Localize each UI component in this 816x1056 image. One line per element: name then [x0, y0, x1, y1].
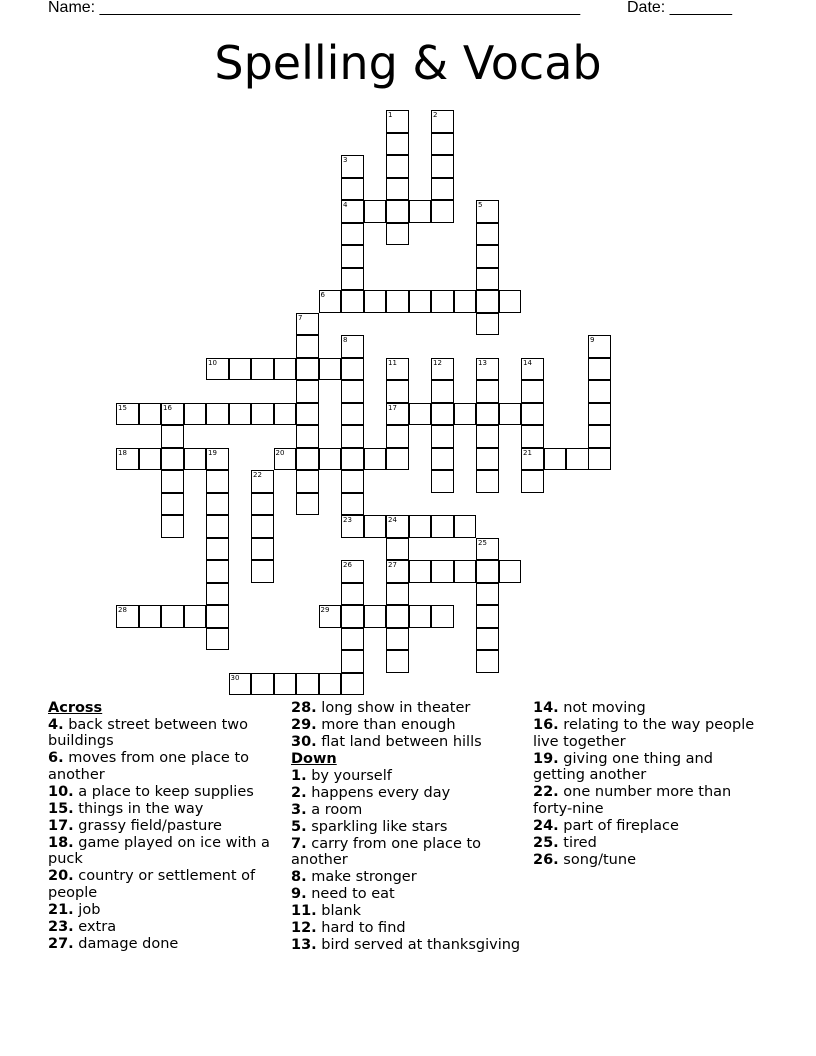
grid-cell[interactable]: [364, 200, 387, 223]
clue-item-number: 21.: [48, 901, 74, 918]
grid-cell[interactable]: [116, 403, 139, 426]
grid-cell[interactable]: [341, 290, 364, 313]
clue-item: [291, 920, 527, 937]
clue-number: 29: [320, 606, 330, 614]
grid-cell[interactable]: [341, 178, 364, 201]
grid-cell[interactable]: [274, 448, 297, 471]
down-heading: Down: [291, 751, 337, 767]
grid-cell[interactable]: [161, 470, 184, 493]
clue-number: 26: [343, 561, 352, 569]
clue-number: 18: [118, 448, 127, 457]
clue-number: 24: [388, 516, 397, 524]
clue-item-text: carry from one place to another: [291, 835, 482, 868]
clue-item: [533, 835, 769, 852]
grid-cell[interactable]: [386, 583, 409, 606]
grid-cell[interactable]: [341, 245, 364, 268]
clue-item: [48, 717, 284, 750]
clue-item-number: 6.: [48, 750, 64, 766]
clue-item: [48, 936, 284, 953]
grid-cell[interactable]: [139, 448, 162, 471]
clue-item: [533, 818, 769, 835]
grid-cell[interactable]: [206, 560, 229, 583]
clue-number: 4: [343, 201, 348, 209]
clue-number: 5: [478, 201, 483, 209]
clue-item: [48, 835, 284, 868]
grid-cell[interactable]: [319, 358, 342, 381]
grid-cell[interactable]: [409, 605, 432, 628]
grid-cell[interactable]: [341, 380, 364, 403]
grid-cell[interactable]: [296, 673, 319, 696]
clue-item: [291, 700, 527, 717]
grid-cell[interactable]: [588, 335, 611, 358]
grid-cell[interactable]: [431, 290, 454, 313]
clue-item-text: extra: [73, 918, 117, 935]
grid-cell[interactable]: [161, 493, 184, 516]
grid-cell[interactable]: [206, 515, 229, 538]
grid-cell[interactable]: [296, 403, 319, 426]
grid-cell[interactable]: [476, 628, 499, 651]
grid-cell[interactable]: [476, 358, 499, 381]
grid-cell[interactable]: [476, 605, 499, 628]
clue-item-text: bird served at thanksgiving: [316, 937, 521, 953]
grid-cell[interactable]: [409, 200, 432, 223]
clue-number: 10: [208, 358, 217, 367]
clue-item-number: 19.: [533, 750, 559, 767]
grid-cell[interactable]: [521, 358, 544, 381]
grid-cell[interactable]: [296, 470, 319, 493]
clue-number: 27: [388, 561, 397, 569]
clue-item-text: giving one thing and getting another: [533, 750, 713, 783]
clue-number: 11: [388, 358, 397, 367]
clue-item-number: 3.: [291, 801, 307, 818]
grid-cell[interactable]: [386, 560, 409, 583]
clue-number: 30: [230, 673, 240, 682]
grid-cell[interactable]: [454, 560, 477, 583]
clue-item-text: song/tune: [558, 851, 636, 868]
clue-item-number: 23.: [48, 918, 74, 935]
grid-cell[interactable]: [116, 605, 139, 628]
clue-item-text: long show in theater: [316, 700, 471, 716]
grid-cell[interactable]: [386, 515, 409, 538]
clue-item-number: 24.: [533, 817, 559, 834]
clue-item-text: moves from one place to another: [48, 750, 250, 783]
clue-item-number: 11.: [291, 903, 317, 919]
clue-item-number: 8.: [291, 869, 307, 885]
clue-item-number: 17.: [48, 817, 74, 834]
grid-cell[interactable]: [454, 515, 477, 538]
clue-item: [533, 717, 769, 750]
grid-cell[interactable]: [544, 448, 567, 471]
clue-item-text: tired: [558, 834, 597, 851]
clues-column-1: [48, 700, 284, 953]
grid-cell[interactable]: [431, 178, 454, 201]
grid-cell[interactable]: [139, 605, 162, 628]
grid-cell[interactable]: [251, 493, 274, 516]
clue-item: [291, 836, 527, 869]
grid-cell[interactable]: [476, 223, 499, 246]
grid-cell[interactable]: [161, 425, 184, 448]
clue-item-text: a room: [306, 801, 363, 818]
grid-cell[interactable]: [319, 290, 342, 313]
grid-cell[interactable]: [409, 560, 432, 583]
clue-number: 6: [320, 291, 325, 299]
grid-cell[interactable]: [251, 538, 274, 561]
grid-cell[interactable]: [296, 448, 319, 471]
grid-cell[interactable]: [296, 493, 319, 516]
clue-item-text: things in the way: [73, 800, 204, 817]
clue-item-text: make stronger: [306, 869, 417, 885]
grid-cell[interactable]: [431, 425, 454, 448]
name-field-label[interactable]: Name: ______________________________________________________: [48, 0, 581, 16]
grid-cell[interactable]: [386, 155, 409, 178]
clues-column-3: [533, 700, 769, 869]
down-clue-list: [291, 768, 527, 954]
clue-item-number: 26.: [533, 851, 559, 868]
clue-item-text: hard to find: [316, 920, 406, 936]
clue-item-number: 15.: [48, 800, 74, 817]
grid-cell[interactable]: [386, 628, 409, 651]
grid-cell[interactable]: [296, 313, 319, 336]
grid-cell[interactable]: [431, 470, 454, 493]
grid-cell[interactable]: [476, 560, 499, 583]
grid-cell[interactable]: [319, 605, 342, 628]
clue-item-text: flat land between hills: [316, 734, 482, 750]
grid-cell[interactable]: [499, 290, 522, 313]
grid-cell[interactable]: [341, 673, 364, 696]
grid-cell[interactable]: [206, 583, 229, 606]
grid-cell[interactable]: [521, 470, 544, 493]
grid-cell[interactable]: [319, 673, 342, 696]
grid-cell[interactable]: [341, 425, 364, 448]
clue-item-number: 12.: [291, 920, 317, 936]
grid-cell[interactable]: [386, 538, 409, 561]
grid-cell[interactable]: [431, 380, 454, 403]
grid-cell[interactable]: [274, 673, 297, 696]
clue-number: 12: [433, 358, 442, 367]
clue-item: [48, 818, 284, 835]
grid-cell[interactable]: [341, 560, 364, 583]
grid-cell[interactable]: [206, 358, 229, 381]
clue-number: 3: [343, 156, 348, 164]
grid-cell[interactable]: [161, 515, 184, 538]
grid-cell[interactable]: [206, 538, 229, 561]
grid-cell[interactable]: [274, 403, 297, 426]
clue-item-text: more than enough: [316, 717, 456, 733]
clue-number: 8: [343, 336, 348, 344]
grid-cell[interactable]: [476, 448, 499, 471]
grid-cell[interactable]: [386, 290, 409, 313]
grid-cell[interactable]: [476, 538, 499, 561]
clue-item-number: 30.: [291, 734, 317, 750]
clue-item-text: country or settlement of people: [48, 868, 256, 901]
grid-cell[interactable]: [251, 358, 274, 381]
grid-cell[interactable]: [364, 290, 387, 313]
clue-item-text: by yourself: [306, 767, 392, 784]
grid-cell[interactable]: [386, 223, 409, 246]
grid-cell[interactable]: [386, 178, 409, 201]
grid-cell[interactable]: [206, 470, 229, 493]
clue-item-text: not moving: [558, 700, 646, 716]
clue-item-number: 18.: [48, 834, 74, 851]
grid-cell[interactable]: [139, 403, 162, 426]
grid-cell[interactable]: [229, 403, 252, 426]
clue-item-text: sparkling like stars: [306, 818, 448, 835]
clue-item-text: damage done: [73, 935, 179, 952]
grid-cell[interactable]: [431, 155, 454, 178]
grid-cell[interactable]: [521, 380, 544, 403]
clue-number: 16: [163, 403, 172, 412]
clue-number: 2: [433, 111, 438, 119]
grid-cell[interactable]: [116, 448, 139, 471]
clue-item-number: 16.: [533, 717, 559, 733]
grid-cell[interactable]: [521, 403, 544, 426]
clue-item: [291, 869, 527, 886]
grid-cell[interactable]: [341, 470, 364, 493]
grid-cell[interactable]: [476, 200, 499, 223]
grid-cell[interactable]: [161, 448, 184, 471]
grid-cell[interactable]: [341, 650, 364, 673]
grid-cell[interactable]: [386, 380, 409, 403]
down-clue-list-continued: [533, 700, 769, 868]
clue-number: 14: [523, 358, 532, 367]
grid-cell[interactable]: [499, 403, 522, 426]
clue-item: [48, 750, 284, 783]
grid-cell[interactable]: [431, 448, 454, 471]
grid-cell[interactable]: [251, 515, 274, 538]
clue-item-number: 22.: [533, 784, 559, 800]
clue-item: [291, 886, 527, 903]
grid-cell[interactable]: [431, 560, 454, 583]
clue-item-number: 29.: [291, 717, 317, 733]
grid-cell[interactable]: [184, 605, 207, 628]
grid-cell[interactable]: [409, 515, 432, 538]
grid-cell[interactable]: [386, 650, 409, 673]
grid-cell[interactable]: [454, 290, 477, 313]
grid-cell[interactable]: [409, 403, 432, 426]
clue-number: 22: [253, 471, 262, 479]
page-title: Spelling & Vocab: [214, 36, 602, 90]
grid-cell[interactable]: [386, 133, 409, 156]
grid-cell[interactable]: [476, 650, 499, 673]
clue-item: [48, 919, 284, 936]
clue-item-text: relating to the way people live together: [533, 717, 755, 750]
grid-cell[interactable]: [341, 605, 364, 628]
grid-cell[interactable]: [229, 358, 252, 381]
clue-item-text: back street between two buildings: [48, 716, 249, 749]
across-clue-list: [48, 717, 284, 953]
clues-column-2: [291, 700, 527, 954]
date-field-label[interactable]: Date: _______: [627, 0, 732, 16]
grid-cell[interactable]: [588, 448, 611, 471]
grid-cell[interactable]: [341, 155, 364, 178]
grid-cell[interactable]: [431, 200, 454, 223]
clue-item: [291, 937, 527, 954]
grid-cell[interactable]: [476, 313, 499, 336]
clue-item: [533, 700, 769, 717]
clue-item: [48, 902, 284, 919]
clue-item: [291, 768, 527, 785]
clue-item-number: 2.: [291, 784, 307, 801]
clue-item-number: 25.: [533, 834, 559, 851]
clue-item-text: a place to keep supplies: [73, 783, 254, 800]
grid-cell[interactable]: [341, 628, 364, 651]
grid-cell[interactable]: [251, 673, 274, 696]
clue-item-text: game played on ice with a puck: [48, 834, 270, 867]
grid-cell[interactable]: [431, 358, 454, 381]
grid-cell[interactable]: [296, 425, 319, 448]
grid-cell[interactable]: [251, 403, 274, 426]
grid-cell[interactable]: [229, 673, 252, 696]
clue-item: [533, 751, 769, 784]
clue-number: 23: [343, 516, 352, 524]
clue-item: [291, 785, 527, 802]
clue-number: 19: [208, 448, 217, 457]
grid-cell[interactable]: [521, 448, 544, 471]
clue-item-number: 14.: [533, 700, 559, 716]
grid-cell[interactable]: [409, 290, 432, 313]
clue-item-text: blank: [316, 903, 362, 919]
clue-item: [48, 784, 284, 801]
clue-item-number: 13.: [291, 937, 317, 953]
grid-cell[interactable]: [184, 448, 207, 471]
grid-cell[interactable]: [476, 268, 499, 291]
grid-cell[interactable]: [341, 515, 364, 538]
grid-cell[interactable]: [341, 493, 364, 516]
clue-item: [291, 802, 527, 819]
clue-item: [291, 734, 527, 751]
clue-item-number: 27.: [48, 935, 74, 952]
clue-item: [48, 868, 284, 901]
clue-number: 28: [118, 606, 127, 614]
grid-cell[interactable]: [431, 133, 454, 156]
grid-cell[interactable]: [566, 448, 589, 471]
clue-item-text: happens every day: [306, 784, 451, 801]
clue-item-text: need to eat: [306, 886, 395, 902]
clue-item-number: 10.: [48, 783, 74, 800]
grid-cell[interactable]: [431, 110, 454, 133]
grid-cell[interactable]: [341, 583, 364, 606]
clue-item: [533, 852, 769, 869]
clue-number: 13: [478, 358, 487, 367]
clue-item-number: 4.: [48, 716, 64, 733]
grid-cell[interactable]: [386, 110, 409, 133]
grid-cell[interactable]: [588, 425, 611, 448]
clue-item-number: 5.: [291, 818, 307, 835]
grid-cell[interactable]: [521, 425, 544, 448]
grid-cell[interactable]: [161, 403, 184, 426]
grid-cell[interactable]: [184, 403, 207, 426]
clue-number: 7: [298, 313, 303, 322]
grid-cell[interactable]: [588, 380, 611, 403]
grid-cell[interactable]: [341, 403, 364, 426]
grid-cell[interactable]: [251, 560, 274, 583]
clue-number: 1: [388, 111, 393, 119]
grid-cell[interactable]: [386, 200, 409, 223]
grid-cell[interactable]: [454, 403, 477, 426]
grid-cell[interactable]: [206, 493, 229, 516]
clue-item: [533, 784, 769, 817]
clue-item-number: 1.: [291, 767, 307, 784]
grid-cell[interactable]: [364, 515, 387, 538]
grid-cell[interactable]: [341, 448, 364, 471]
clue-item: [291, 903, 527, 920]
clue-item: [291, 819, 527, 836]
across-heading: Across: [48, 700, 103, 716]
grid-cell[interactable]: [341, 268, 364, 291]
grid-cell[interactable]: [476, 583, 499, 606]
clue-number: 17: [388, 403, 397, 412]
across-clue-list-continued: [291, 700, 527, 751]
grid-cell[interactable]: [341, 358, 364, 381]
grid-cell[interactable]: [431, 403, 454, 426]
grid-cell[interactable]: [206, 448, 229, 471]
grid-cell[interactable]: [386, 403, 409, 426]
grid-cell[interactable]: [476, 245, 499, 268]
grid-cell[interactable]: [476, 403, 499, 426]
grid-cell[interactable]: [431, 515, 454, 538]
grid-cell[interactable]: [386, 425, 409, 448]
clue-item-number: 9.: [291, 886, 307, 902]
grid-cell[interactable]: [274, 358, 297, 381]
clue-number: 9: [590, 336, 595, 344]
grid-cell[interactable]: [588, 403, 611, 426]
grid-cell[interactable]: [588, 358, 611, 381]
grid-cell[interactable]: [341, 200, 364, 223]
grid-cell[interactable]: [386, 358, 409, 381]
grid-cell[interactable]: [161, 605, 184, 628]
grid-cell[interactable]: [341, 223, 364, 246]
grid-cell[interactable]: [296, 380, 319, 403]
grid-cell[interactable]: [386, 605, 409, 628]
grid-cell[interactable]: [499, 560, 522, 583]
grid-cell[interactable]: [206, 605, 229, 628]
clue-item-text: grassy field/pasture: [73, 817, 222, 834]
clue-item-number: 7.: [291, 835, 307, 852]
grid-cell[interactable]: [296, 335, 319, 358]
clue-item-text: job: [73, 901, 101, 918]
clue-number: 20: [275, 448, 285, 457]
grid-cell[interactable]: [364, 605, 387, 628]
grid-cell[interactable]: [296, 358, 319, 381]
grid-cell[interactable]: [364, 448, 387, 471]
clue-item-number: 28.: [291, 700, 317, 716]
clue-item: [48, 801, 284, 818]
clue-item-number: 20.: [48, 868, 74, 884]
clue-item: [291, 717, 527, 734]
grid-cell[interactable]: [206, 403, 229, 426]
clue-item-text: one number more than forty-nine: [533, 784, 732, 817]
grid-cell[interactable]: [431, 605, 454, 628]
grid-cell[interactable]: [476, 425, 499, 448]
clue-number: 21: [523, 448, 532, 457]
clue-item-text: part of fireplace: [558, 817, 679, 834]
clue-number: 15: [118, 403, 127, 412]
grid-cell[interactable]: [476, 380, 499, 403]
grid-cell[interactable]: [206, 628, 229, 651]
clue-number: 25: [478, 538, 487, 547]
grid-cell[interactable]: [319, 448, 342, 471]
grid-cell[interactable]: [386, 448, 409, 471]
grid-cell[interactable]: [341, 335, 364, 358]
grid-cell[interactable]: [476, 290, 499, 313]
grid-cell[interactable]: [476, 470, 499, 493]
grid-cell[interactable]: [251, 470, 274, 493]
